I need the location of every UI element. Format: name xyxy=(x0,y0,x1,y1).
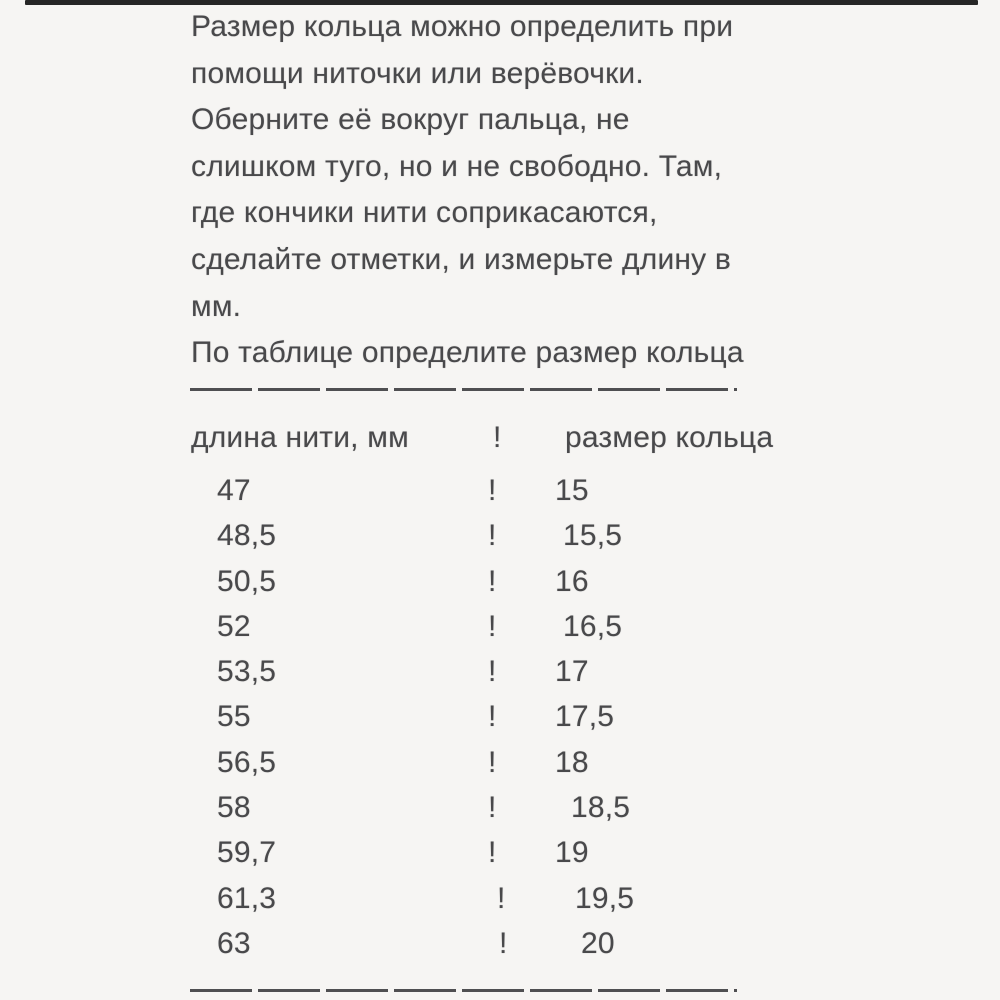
thread-length-value: 55 xyxy=(217,700,251,734)
ring-size-value: 15,5 xyxy=(563,519,623,553)
ring-size-value: 19 xyxy=(555,836,589,870)
thread-length-value: 61,3 xyxy=(217,881,277,915)
thread-length-value: 52 xyxy=(217,609,251,643)
instruction-line: помощи ниточки или верёвочки. xyxy=(191,56,644,90)
ring-size-value: 19,5 xyxy=(575,881,635,915)
instruction-line: По таблице определите размер кольца xyxy=(191,336,744,370)
ring-size-value: 17 xyxy=(555,655,589,689)
column-separator: ! xyxy=(488,700,497,734)
thread-length-value: 58 xyxy=(217,791,251,825)
ring-size-value: 18,5 xyxy=(571,791,631,825)
ring-size-value: 16 xyxy=(555,564,589,598)
table-row xyxy=(191,519,831,564)
column-separator: ! xyxy=(488,655,497,689)
table-row xyxy=(191,610,831,655)
ring-size-table xyxy=(191,421,831,972)
table-row xyxy=(191,746,831,791)
ring-size-value: 15 xyxy=(555,474,589,507)
thread-length-value: 63 xyxy=(217,926,251,960)
instructions-text xyxy=(191,4,831,377)
column-separator: ! xyxy=(497,881,506,915)
table-row xyxy=(191,882,831,927)
ring-size-value: 20 xyxy=(581,926,615,960)
thread-length-value: 48,5 xyxy=(217,519,277,553)
column-separator: ! xyxy=(488,519,497,553)
column-separator: ! xyxy=(488,836,497,870)
table-header xyxy=(191,421,831,474)
table-body xyxy=(191,474,831,972)
column-separator: ! xyxy=(499,926,508,960)
column-separator: ! xyxy=(488,564,497,598)
table-row xyxy=(191,565,831,610)
table-row xyxy=(191,836,831,881)
table-row xyxy=(191,655,831,700)
table-row xyxy=(191,791,831,836)
column-separator: ! xyxy=(488,474,497,507)
col-header-ring-size: размер кольца xyxy=(565,421,774,454)
instruction-line: Размер кольца можно определить при xyxy=(191,10,734,43)
divider-bottom xyxy=(190,989,737,992)
col-header-thread-length: длина нити, мм xyxy=(191,421,409,454)
table-row xyxy=(191,927,831,972)
table-row xyxy=(191,700,831,745)
instruction-line: мм. xyxy=(191,289,242,323)
table-row xyxy=(191,474,831,519)
thread-length-value: 53,5 xyxy=(217,655,277,689)
ring-size-value: 18 xyxy=(555,745,589,779)
thread-length-value: 56,5 xyxy=(217,745,277,779)
column-separator: ! xyxy=(488,745,497,779)
thread-length-value: 59,7 xyxy=(217,836,277,870)
thread-length-value: 50,5 xyxy=(217,564,277,598)
divider-top xyxy=(190,388,737,391)
column-separator: ! xyxy=(493,421,502,454)
instruction-line: где кончики нити соприкасаются, xyxy=(191,196,658,230)
thread-length-value: 47 xyxy=(217,474,251,507)
ring-size-value: 17,5 xyxy=(555,700,615,734)
column-separator: ! xyxy=(488,791,497,825)
column-separator: ! xyxy=(488,609,497,643)
instruction-line: слишком туго, но и не свободно. Там, xyxy=(191,149,723,183)
instruction-line: сделайте отметки, и измерьте длину в xyxy=(191,242,732,276)
instruction-line: Оберните её вокруг пальца, не xyxy=(191,103,630,137)
ring-size-value: 16,5 xyxy=(563,609,623,643)
